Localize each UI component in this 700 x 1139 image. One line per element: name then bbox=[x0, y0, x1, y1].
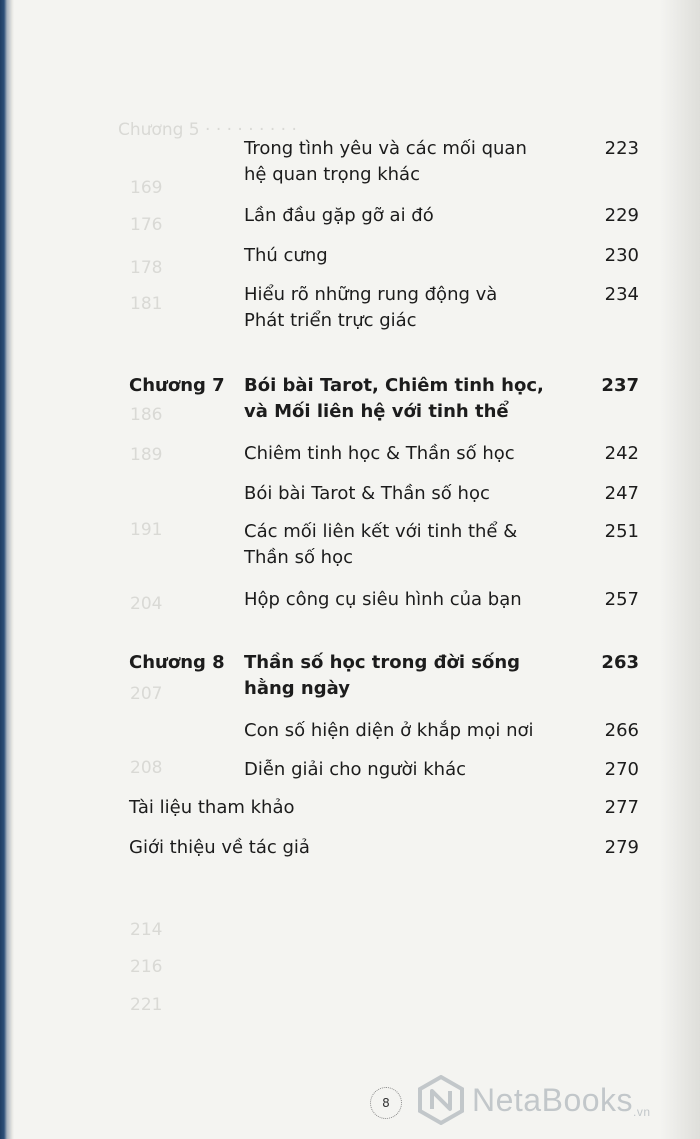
toc-entry-title: Hiểu rõ những rung động và Phát triển trực giác bbox=[244, 284, 498, 331]
toc-entry-page: 266 bbox=[604, 720, 639, 741]
bleed-through-text: 214 bbox=[130, 920, 163, 940]
toc-entry-page: 270 bbox=[604, 759, 639, 780]
toc-entry-page: 234 bbox=[604, 284, 639, 305]
toc-entry-title: Hộp công cụ siêu hình của bạn bbox=[244, 589, 522, 610]
bleed-through-text: 186 bbox=[130, 405, 163, 425]
toc-entry-title: Bói bài Tarot & Thần số học bbox=[244, 483, 490, 504]
toc-entry-page: 279 bbox=[604, 837, 639, 858]
chapter-label: Chương 7 bbox=[129, 375, 225, 396]
toc-entry-page: 257 bbox=[604, 589, 639, 610]
toc-chapter-entry bbox=[0, 373, 700, 425]
toc-entry-page: 230 bbox=[604, 245, 639, 266]
toc-entry-title: Các mối liên kết với tinh thể & Thần số học bbox=[244, 521, 518, 568]
toc-entry-page: 247 bbox=[604, 483, 639, 504]
toc-entry-title: Chiêm tinh học & Thần số học bbox=[244, 443, 515, 464]
toc-entry-title: Giới thiệu về tác giả bbox=[129, 837, 310, 858]
bleed-through-text: 207 bbox=[130, 684, 163, 704]
toc-entry-title: Tài liệu tham khảo bbox=[129, 797, 295, 818]
toc-entry-title: Thú cưng bbox=[244, 245, 328, 266]
toc-entry bbox=[0, 282, 700, 334]
toc-entry bbox=[0, 519, 700, 571]
bleed-through-text: 178 bbox=[130, 258, 163, 278]
page-number: 8 bbox=[366, 1083, 406, 1123]
watermark-brand: NetaBooks.vn bbox=[472, 1081, 651, 1119]
bleed-through-text: 176 bbox=[130, 215, 163, 235]
toc-entry-title: Lần đầu gặp gỡ ai đó bbox=[244, 205, 434, 226]
toc-entry-page: 242 bbox=[604, 443, 639, 464]
toc-entry-page: 223 bbox=[604, 138, 639, 159]
toc-entry bbox=[0, 136, 700, 188]
toc-entry-title: Bói bài Tarot, Chiêm tinh học, và Mối liên hệ với tinh thể bbox=[244, 375, 544, 422]
bleed-through-text: 189 bbox=[130, 445, 163, 465]
bleed-through-text: 208 bbox=[130, 758, 163, 778]
netabooks-logo-icon bbox=[418, 1075, 464, 1125]
chapter-label: Chương 8 bbox=[129, 652, 225, 673]
toc-entry-page: 251 bbox=[604, 521, 639, 542]
toc-entry-title: Diễn giải cho người khác bbox=[244, 759, 467, 780]
toc-entry-page: 277 bbox=[604, 797, 639, 818]
toc-entry-title: Trong tình yêu và các mối quan hệ quan trọng khác bbox=[244, 138, 527, 185]
bleed-through-text: 221 bbox=[130, 995, 163, 1015]
toc-entry-page: 263 bbox=[601, 652, 639, 673]
toc-entry-title: Thần số học trong đời sống hằng ngày bbox=[244, 652, 521, 699]
netabooks-watermark bbox=[418, 1072, 693, 1128]
bleed-through-text: 169 bbox=[130, 178, 163, 198]
bleed-through-text: 204 bbox=[130, 594, 163, 614]
toc-chapter-entry bbox=[0, 650, 700, 702]
toc-entry-page: 229 bbox=[604, 205, 639, 226]
bleed-through-text: Chương 5 · · · · · · · · · bbox=[118, 120, 297, 140]
toc-entry-title: Con số hiện diện ở khắp mọi nơi bbox=[244, 720, 534, 741]
bleed-through-text: 216 bbox=[130, 957, 163, 977]
bleed-through-text: 181 bbox=[130, 294, 163, 314]
bleed-through-text: 191 bbox=[130, 520, 163, 540]
toc-entry-page: 237 bbox=[601, 375, 639, 396]
